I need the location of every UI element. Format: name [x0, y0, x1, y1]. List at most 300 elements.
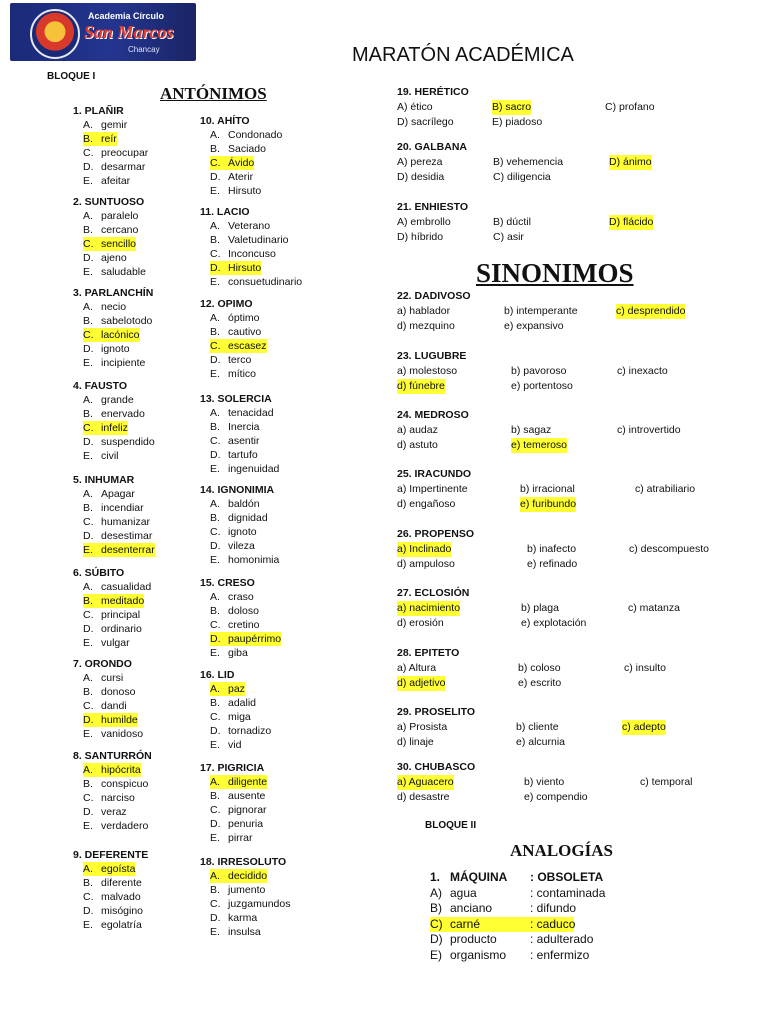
- option-row: [397, 542, 709, 557]
- option-text: D) desidia: [397, 171, 445, 183]
- option-row: [83, 251, 146, 265]
- option-text: Inercia: [228, 421, 260, 433]
- analogia-head-text: 1.: [430, 870, 441, 884]
- option-text: C): [430, 916, 443, 931]
- option-text: d) linaje: [397, 736, 434, 748]
- option-letter: E.: [83, 543, 101, 557]
- option-letter: B.: [210, 884, 220, 896]
- option-letter: A.: [210, 312, 220, 324]
- option-text: a) Altura: [397, 662, 437, 674]
- option-letter: D.: [83, 343, 94, 355]
- option-text: b) sagaz: [511, 424, 552, 436]
- question-item: [397, 200, 654, 245]
- option-row: [210, 247, 302, 261]
- option-text: humilde: [101, 714, 138, 726]
- option-letter: A.: [210, 407, 220, 419]
- option-row: [83, 265, 146, 279]
- logo-line3: Chancay: [128, 45, 160, 54]
- option-letter: B.: [210, 421, 220, 433]
- option-text: cursi: [101, 672, 124, 684]
- question-item: [200, 114, 282, 198]
- option-row: [397, 115, 543, 130]
- question-item: [73, 657, 143, 741]
- option-text: infeliz: [101, 422, 128, 434]
- option-text: d) erosión: [397, 617, 444, 629]
- option-letter: E.: [83, 820, 93, 832]
- academy-logo: [10, 3, 196, 61]
- page-title: MARATÓN ACADÉMICA: [352, 44, 574, 66]
- option-text: principal: [101, 609, 141, 621]
- question-item: [73, 566, 151, 650]
- option-text: ignoto: [101, 343, 130, 355]
- option-text: e) escrito: [518, 677, 562, 689]
- option-text: penuria: [228, 818, 264, 830]
- option-text: desestimar: [101, 530, 153, 542]
- analogias-heading: ANALOGÍAS: [510, 841, 613, 860]
- option-row: [210, 897, 290, 911]
- option-row: [83, 777, 152, 791]
- option-row: [83, 174, 148, 188]
- option-text: a) nacimiento: [397, 602, 461, 614]
- option-text: afeitar: [101, 175, 131, 187]
- option-letter: C.: [210, 339, 228, 353]
- option-letter: C.: [210, 526, 221, 538]
- option-text: giba: [228, 647, 248, 659]
- option-text: C) asir: [493, 231, 524, 243]
- option-row: [210, 775, 267, 789]
- option-row: [83, 636, 151, 650]
- option-text: b) plaga: [521, 602, 559, 614]
- option-text: agua: [450, 885, 477, 900]
- option-text: egolatría: [101, 919, 142, 931]
- option-text: Apagar: [101, 488, 135, 500]
- option-row: [210, 618, 281, 632]
- option-row: [83, 622, 151, 636]
- question-item: [73, 848, 148, 932]
- question-item: [397, 408, 681, 453]
- option-row: [397, 155, 652, 170]
- option-row: [397, 364, 668, 379]
- option-text: c) temporal: [640, 776, 693, 788]
- question-title: 17. PIGRICIA: [200, 762, 265, 774]
- option-text: vulgar: [101, 637, 130, 649]
- option-letter: D.: [83, 623, 94, 635]
- option-text: B): [430, 901, 442, 915]
- option-text: d) astuto: [397, 439, 438, 451]
- option-letter: A.: [210, 220, 220, 232]
- option-letter: E.: [83, 357, 93, 369]
- option-letter: B.: [210, 143, 220, 155]
- option-row: [210, 420, 279, 434]
- option-row: [83, 435, 155, 449]
- question-item: [73, 379, 155, 463]
- option-text: anciano: [450, 901, 493, 915]
- option-text: saludable: [101, 266, 146, 278]
- option-text: a) Aguacero: [397, 776, 454, 788]
- question-title: 12. OPIMO: [200, 298, 253, 310]
- option-row: [397, 616, 587, 631]
- option-row: [210, 710, 271, 724]
- option-letter: D.: [83, 713, 101, 727]
- option-row: [397, 423, 681, 438]
- option-text: b) coloso: [518, 662, 561, 674]
- option-text: e) temeroso: [511, 439, 568, 451]
- option-letter: E.: [83, 450, 93, 462]
- option-row: [210, 682, 271, 696]
- option-letter: A.: [83, 581, 93, 593]
- option-text: baldón: [228, 498, 260, 510]
- option-letter: D.: [210, 912, 221, 924]
- option-row: [83, 805, 152, 819]
- option-row: [397, 735, 566, 750]
- option-text: A) embrollo: [397, 216, 451, 228]
- option-text: c) adepto: [622, 721, 666, 733]
- option-text: e) explotación: [521, 617, 587, 629]
- option-text: malvado: [101, 891, 141, 903]
- option-row: [210, 632, 281, 646]
- option-text: sencillo: [101, 238, 137, 250]
- question-title: 3. PARLANCHÍN: [73, 287, 154, 299]
- option-row: [83, 819, 152, 833]
- question-title: 7. ORONDO: [73, 658, 132, 670]
- option-row: [83, 160, 148, 174]
- option-text: donoso: [101, 686, 136, 698]
- option-letter: C.: [83, 328, 101, 342]
- option-row: [397, 100, 655, 115]
- option-text: desarmar: [101, 161, 146, 173]
- option-row: [83, 791, 152, 805]
- option-row: [83, 876, 148, 890]
- option-row: [210, 696, 271, 710]
- option-text: ajeno: [101, 252, 127, 264]
- option-letter: C.: [83, 792, 94, 804]
- option-row: [83, 449, 155, 463]
- option-text: : adulterado: [530, 932, 594, 946]
- option-row: [210, 525, 279, 539]
- option-letter: D.: [83, 436, 94, 448]
- option-text: dandi: [101, 700, 127, 712]
- option-letter: A.: [83, 763, 101, 777]
- option-text: suspendido: [101, 436, 155, 448]
- option-text: pirrar: [228, 832, 253, 844]
- option-letter: D.: [210, 171, 221, 183]
- option-text: craso: [228, 591, 254, 603]
- option-row: [83, 699, 143, 713]
- option-row: [83, 146, 148, 160]
- option-text: Inconcuso: [228, 248, 276, 260]
- option-text: D) flácido: [609, 216, 654, 228]
- option-row: [210, 233, 302, 247]
- option-row: [83, 671, 143, 685]
- option-row: [397, 497, 577, 512]
- option-text: c) atrabiliario: [635, 483, 696, 495]
- option-row: [83, 904, 148, 918]
- option-text: C) diligencia: [493, 171, 551, 183]
- option-row: [210, 497, 279, 511]
- option-letter: A.: [210, 869, 228, 883]
- option-letter: D.: [83, 252, 94, 264]
- option-row: [397, 720, 666, 735]
- option-row: [210, 817, 267, 831]
- option-row: [83, 209, 146, 223]
- option-letter: A.: [83, 672, 93, 684]
- option-row: [397, 230, 524, 245]
- option-text: E): [430, 947, 442, 962]
- question-title: 28. EPITETO: [397, 647, 460, 659]
- option-row: [210, 156, 282, 170]
- option-text: Hirsuto: [228, 262, 262, 274]
- option-row: [83, 421, 155, 435]
- option-letter: B.: [210, 605, 220, 617]
- question-title: 11. LACIO: [200, 206, 250, 218]
- option-text: paz: [228, 683, 245, 695]
- question-item: [200, 855, 290, 939]
- option-letter: A.: [83, 394, 93, 406]
- option-row: [83, 763, 152, 777]
- option-letter: E.: [210, 926, 220, 938]
- question-title: 30. CHUBASCO: [397, 761, 476, 773]
- option-text: A) ético: [397, 101, 433, 113]
- option-text: D) ánimo: [609, 156, 652, 168]
- option-text: doloso: [228, 605, 259, 617]
- question-item: [397, 760, 693, 805]
- option-letter: E.: [83, 728, 93, 740]
- option-text: ordinario: [101, 623, 142, 635]
- option-letter: C.: [83, 891, 94, 903]
- option-letter: C.: [210, 619, 221, 631]
- question-item: [397, 140, 652, 185]
- option-row: [210, 539, 279, 553]
- option-text: b) viento: [524, 776, 565, 788]
- option-row: [210, 911, 290, 925]
- option-row: [210, 724, 271, 738]
- option-text: misógino: [101, 905, 144, 917]
- option-text: Ávido: [228, 157, 255, 169]
- option-letter: E.: [210, 647, 220, 659]
- option-text: insulsa: [228, 926, 261, 938]
- option-text: b) irracional: [520, 483, 575, 495]
- question-item: [397, 586, 680, 631]
- option-text: conspicuo: [101, 778, 149, 790]
- academy-emblem-icon: [30, 9, 80, 59]
- option-text: c) introvertido: [617, 424, 681, 436]
- option-text: b) pavoroso: [511, 365, 567, 377]
- option-row: [210, 590, 281, 604]
- option-row: [210, 184, 282, 198]
- option-row: [397, 319, 564, 334]
- option-text: karma: [228, 912, 258, 924]
- question-item: [200, 205, 302, 289]
- option-text: ausente: [228, 790, 266, 802]
- option-row: [397, 601, 680, 616]
- question-title: 2. SUNTUOSO: [73, 196, 145, 208]
- option-letter: E.: [83, 919, 93, 931]
- option-text: lacónico: [101, 329, 140, 341]
- option-letter: D.: [210, 261, 228, 275]
- option-text: D) híbrido: [397, 231, 444, 243]
- question-item: [200, 668, 271, 752]
- option-row: [210, 219, 302, 233]
- analogia-head-text: MÁQUINA: [450, 870, 508, 884]
- question-item: [73, 473, 155, 557]
- logo-line2: San Marcos: [84, 22, 174, 42]
- option-text: dignidad: [228, 512, 268, 524]
- option-text: narciso: [101, 792, 135, 804]
- option-text: B) vehemencia: [493, 156, 564, 168]
- question-item: [200, 483, 279, 567]
- option-letter: A.: [83, 119, 93, 131]
- question-item: [397, 705, 666, 750]
- option-row: [210, 646, 281, 660]
- option-text: homonimia: [228, 554, 280, 566]
- question-item: [200, 392, 279, 476]
- option-text: b) cliente: [516, 721, 559, 733]
- option-row: [210, 406, 279, 420]
- option-row: [83, 132, 148, 146]
- option-row: [83, 300, 153, 314]
- option-row: [83, 314, 153, 328]
- option-letter: D.: [210, 632, 228, 646]
- option-row: [83, 118, 148, 132]
- option-row: [83, 580, 151, 594]
- option-letter: E.: [83, 637, 93, 649]
- option-letter: E.: [83, 266, 93, 278]
- option-row: [83, 608, 151, 622]
- question-item: [397, 527, 709, 572]
- option-text: organismo: [450, 947, 507, 962]
- option-text: : contaminada: [530, 885, 606, 900]
- option-row: [210, 604, 281, 618]
- question-title: 15. CRESO: [200, 577, 255, 589]
- option-row: [83, 328, 153, 342]
- option-letter: C.: [83, 237, 101, 251]
- question-title: 4. FAUSTO: [73, 380, 128, 392]
- option-letter: C.: [210, 248, 221, 260]
- option-text: a) Inclinado: [397, 543, 452, 555]
- option-row: [83, 223, 146, 237]
- option-row: [83, 862, 148, 876]
- option-row: [397, 775, 693, 790]
- option-text: pignorar: [228, 804, 267, 816]
- option-letter: A.: [210, 591, 220, 603]
- question-title: 1. PLAÑIR: [73, 105, 124, 117]
- question-title: 27. ECLOSIÓN: [397, 587, 470, 599]
- option-row: [210, 789, 267, 803]
- option-text: adalid: [228, 697, 257, 709]
- option-text: Saciado: [228, 143, 266, 155]
- option-letter: B.: [210, 326, 220, 338]
- option-row: [397, 379, 573, 394]
- option-text: : enfermizo: [530, 947, 590, 962]
- option-text: d) adjetivo: [397, 677, 446, 689]
- option-text: e) compendio: [524, 791, 588, 803]
- option-letter: D.: [210, 449, 221, 461]
- option-row: [83, 918, 148, 932]
- option-text: vid: [228, 739, 242, 751]
- question-title: 22. DADIVOSO: [397, 290, 471, 302]
- option-letter: B.: [83, 132, 101, 146]
- option-letter: A.: [83, 301, 93, 313]
- option-letter: B.: [83, 502, 93, 514]
- option-text: e) furibundo: [520, 498, 577, 510]
- option-row: [210, 511, 279, 525]
- option-text: tenacidad: [228, 407, 274, 419]
- option-letter: B.: [83, 778, 93, 790]
- option-text: d) desastre: [397, 791, 450, 803]
- option-row: [397, 170, 551, 185]
- question-title: 9. DEFERENTE: [73, 849, 149, 861]
- option-text: cercano: [101, 224, 139, 236]
- option-letter: C.: [210, 711, 221, 723]
- option-text: d) fúnebre: [397, 380, 445, 392]
- option-text: ignoto: [228, 526, 257, 538]
- option-text: e) alcurnia: [516, 736, 566, 748]
- question-item: [397, 646, 667, 691]
- option-text: d) mezquino: [397, 320, 455, 332]
- option-text: b) inafecto: [527, 543, 577, 555]
- option-letter: C.: [83, 421, 101, 435]
- option-text: jumento: [228, 884, 266, 896]
- option-letter: E.: [210, 463, 220, 475]
- option-row: [210, 261, 302, 275]
- option-text: Hirsuto: [228, 185, 262, 197]
- option-text: mítico: [228, 368, 257, 380]
- option-text: c) insulto: [624, 662, 667, 674]
- option-row: [210, 367, 267, 381]
- question-title: 10. AHÍTO: [200, 115, 250, 127]
- option-row: [397, 215, 654, 230]
- option-row: [210, 434, 279, 448]
- option-text: tornadizo: [228, 725, 272, 737]
- option-text: incendiar: [101, 502, 144, 514]
- option-text: a) Impertinente: [397, 483, 468, 495]
- option-row: [210, 275, 302, 289]
- option-text: reír: [101, 133, 117, 145]
- option-row: [83, 393, 155, 407]
- option-text: óptimo: [228, 312, 260, 324]
- option-letter: D.: [210, 818, 221, 830]
- option-text: c) inexacto: [617, 365, 668, 377]
- option-text: C) profano: [605, 101, 655, 113]
- option-text: diligente: [228, 776, 268, 788]
- option-row: [83, 594, 151, 608]
- question-title: 21. ENHIESTO: [397, 201, 468, 213]
- option-row: [210, 353, 267, 367]
- option-row: [210, 925, 290, 939]
- option-text: e) expansivo: [504, 320, 564, 332]
- option-text: Valetudinario: [228, 234, 289, 246]
- option-row: [83, 356, 153, 370]
- option-row: [397, 661, 667, 676]
- option-text: d) engañoso: [397, 498, 456, 510]
- option-row: [397, 438, 568, 453]
- option-text: c) desprendido: [616, 305, 686, 317]
- option-letter: E.: [210, 368, 220, 380]
- option-letter: A.: [210, 775, 228, 789]
- option-letter: E.: [210, 276, 220, 288]
- option-text: e) portentoso: [511, 380, 573, 392]
- option-letter: E.: [83, 175, 93, 187]
- option-text: terco: [228, 354, 252, 366]
- question-title: 13. SOLERCIA: [200, 393, 272, 405]
- option-letter: B.: [83, 408, 93, 420]
- option-text: diferente: [101, 877, 142, 889]
- option-row: [83, 529, 155, 543]
- option-letter: C.: [83, 609, 94, 621]
- question-item: [73, 104, 148, 188]
- option-letter: C.: [83, 147, 94, 159]
- question-title: 24. MEDROSO: [397, 409, 469, 421]
